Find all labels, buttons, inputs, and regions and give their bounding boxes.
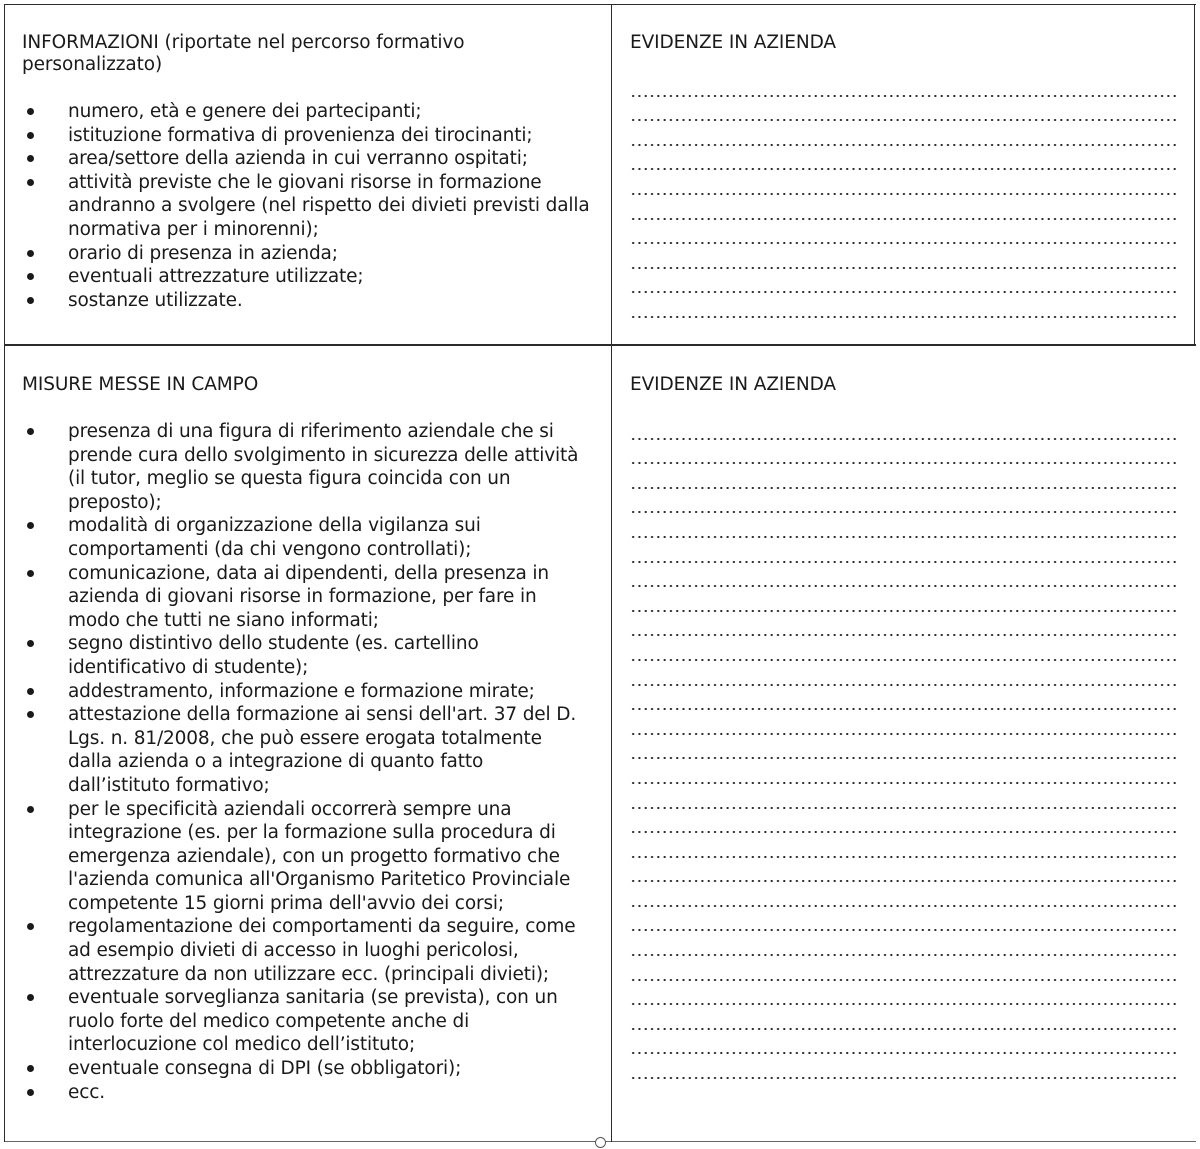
dotted-fill-line xyxy=(630,812,1178,837)
dotted-fill-line xyxy=(630,223,1178,248)
list-item: istituzione formativa di provenienza dei tirocinanti; xyxy=(22,124,597,148)
list-item: eventuale sorveglianza sanitaria (se prevista), con un ruolo forte del medico competente anche di interlocuzione col medico dell’istituto; xyxy=(22,986,582,1057)
list-item: comunicazione, data ai dipendenti, della presenza in azienda di giovani risorse in formazione, per fare in modo che tutti ne siano informati; xyxy=(22,562,582,633)
column-divider xyxy=(611,4,612,1142)
dotted-fill-line xyxy=(630,149,1178,174)
table-border-right xyxy=(1194,4,1195,346)
evidence-dotted-lines xyxy=(630,418,1178,1082)
dotted-fill-line xyxy=(630,664,1178,689)
dotted-fill-line xyxy=(630,885,1178,910)
dotted-fill-line xyxy=(630,516,1178,541)
list-item: numero, età e genere dei partecipanti; xyxy=(22,100,597,124)
dotted-fill-line xyxy=(630,198,1178,223)
misure-list xyxy=(22,420,582,1104)
misure-cell xyxy=(22,374,607,1104)
list-item: sostanze utilizzate. xyxy=(22,289,597,313)
dotted-fill-line xyxy=(630,247,1178,272)
dotted-fill-line xyxy=(630,984,1178,1009)
dotted-fill-line xyxy=(630,443,1178,468)
dotted-fill-line xyxy=(630,75,1178,100)
evidenze-cell-2 xyxy=(630,374,1178,396)
evidence-dotted-lines xyxy=(630,75,1178,321)
table-border-left xyxy=(4,4,5,1142)
dotted-fill-line xyxy=(630,173,1178,198)
dotted-fill-line xyxy=(630,1033,1178,1058)
list-item: presenza di una figura di riferimento aziendale che si prende cura dello svolgimento in sicurezza delle attività (il tutor, meglio se questa figura coincida con un preposto); xyxy=(22,420,582,514)
row-divider xyxy=(4,344,1196,346)
list-item: eventuale consegna di DPI (se obbligatori); xyxy=(22,1057,582,1081)
informazioni-list xyxy=(22,100,597,312)
informazioni-cell xyxy=(22,32,597,312)
dotted-fill-line xyxy=(630,861,1178,886)
list-item: eventuali attrezzature utilizzate; xyxy=(22,265,597,289)
list-item: attestazione della formazione ai sensi dell'art. 37 del D. Lgs. n. 81/2008, che può essere erogata totalmente dalla azienda o a integrazione di quanto fatto dall’istituto formativo; xyxy=(22,703,582,797)
list-item: modalità di organizzazione della vigilanza sui comportamenti (da chi vengono controllati); xyxy=(22,514,582,561)
dotted-fill-line xyxy=(630,541,1178,566)
table-border-top xyxy=(4,4,1196,5)
section-heading-misure: MISURE MESSE IN CAMPO xyxy=(22,374,259,395)
dotted-fill-line xyxy=(630,590,1178,615)
dotted-fill-line xyxy=(630,738,1178,763)
dotted-fill-line xyxy=(630,713,1178,738)
list-item: attività previste che le giovani risorse in formazione andranno a svolgere (nel rispetto dei divieti previsti dalla normativa per i minorenni); xyxy=(22,171,597,242)
list-item: addestramento, informazione e formazione mirate; xyxy=(22,680,582,704)
list-item: per le specificità aziendali occorrerà sempre una integrazione (es. per la formazione sulla procedura di emergenza aziendale), con un progetto formativo che l'azienda comunica all'Organismo Paritetico Provinciale competente 15 giorni prima dell'avvio dei corsi; xyxy=(22,798,582,916)
evidence-heading: EVIDENZE IN AZIENDA xyxy=(630,32,836,53)
dotted-fill-line xyxy=(630,934,1178,959)
dotted-fill-line xyxy=(630,1057,1178,1082)
dotted-fill-line xyxy=(630,566,1178,591)
list-item: regolamentazione dei comportamenti da seguire, come ad esempio divieti di accesso in luoghi pericolosi, attrezzature da non utilizzare ecc. (principali divieti); xyxy=(22,915,582,986)
evidenze-cell-1 xyxy=(630,32,1178,54)
dotted-fill-line xyxy=(630,689,1178,714)
dotted-fill-line xyxy=(630,762,1178,787)
dotted-fill-line xyxy=(630,100,1178,125)
list-item: segno distintivo dello studente (es. cartellino identificativo di studente); xyxy=(22,632,582,679)
dotted-fill-line xyxy=(630,1008,1178,1033)
table-resize-handle[interactable] xyxy=(595,1137,606,1148)
dotted-fill-line xyxy=(630,467,1178,492)
dotted-fill-line xyxy=(630,959,1178,984)
dotted-fill-line xyxy=(630,124,1178,149)
dotted-fill-line xyxy=(630,272,1178,297)
dotted-fill-line xyxy=(630,787,1178,812)
dotted-fill-line xyxy=(630,296,1178,321)
dotted-fill-line xyxy=(630,836,1178,861)
list-item: ecc. xyxy=(22,1081,582,1105)
dotted-fill-line xyxy=(630,418,1178,443)
dotted-fill-line xyxy=(630,910,1178,935)
list-item: area/settore della azienda in cui verranno ospitati; xyxy=(22,147,597,171)
dotted-fill-line xyxy=(630,615,1178,640)
section-heading-informazioni: INFORMAZIONI (riportate nel percorso formativo personalizzato) xyxy=(22,32,465,75)
list-item: orario di presenza in azienda; xyxy=(22,242,597,266)
evidence-heading: EVIDENZE IN AZIENDA xyxy=(630,374,836,395)
dotted-fill-line xyxy=(630,492,1178,517)
dotted-fill-line xyxy=(630,639,1178,664)
